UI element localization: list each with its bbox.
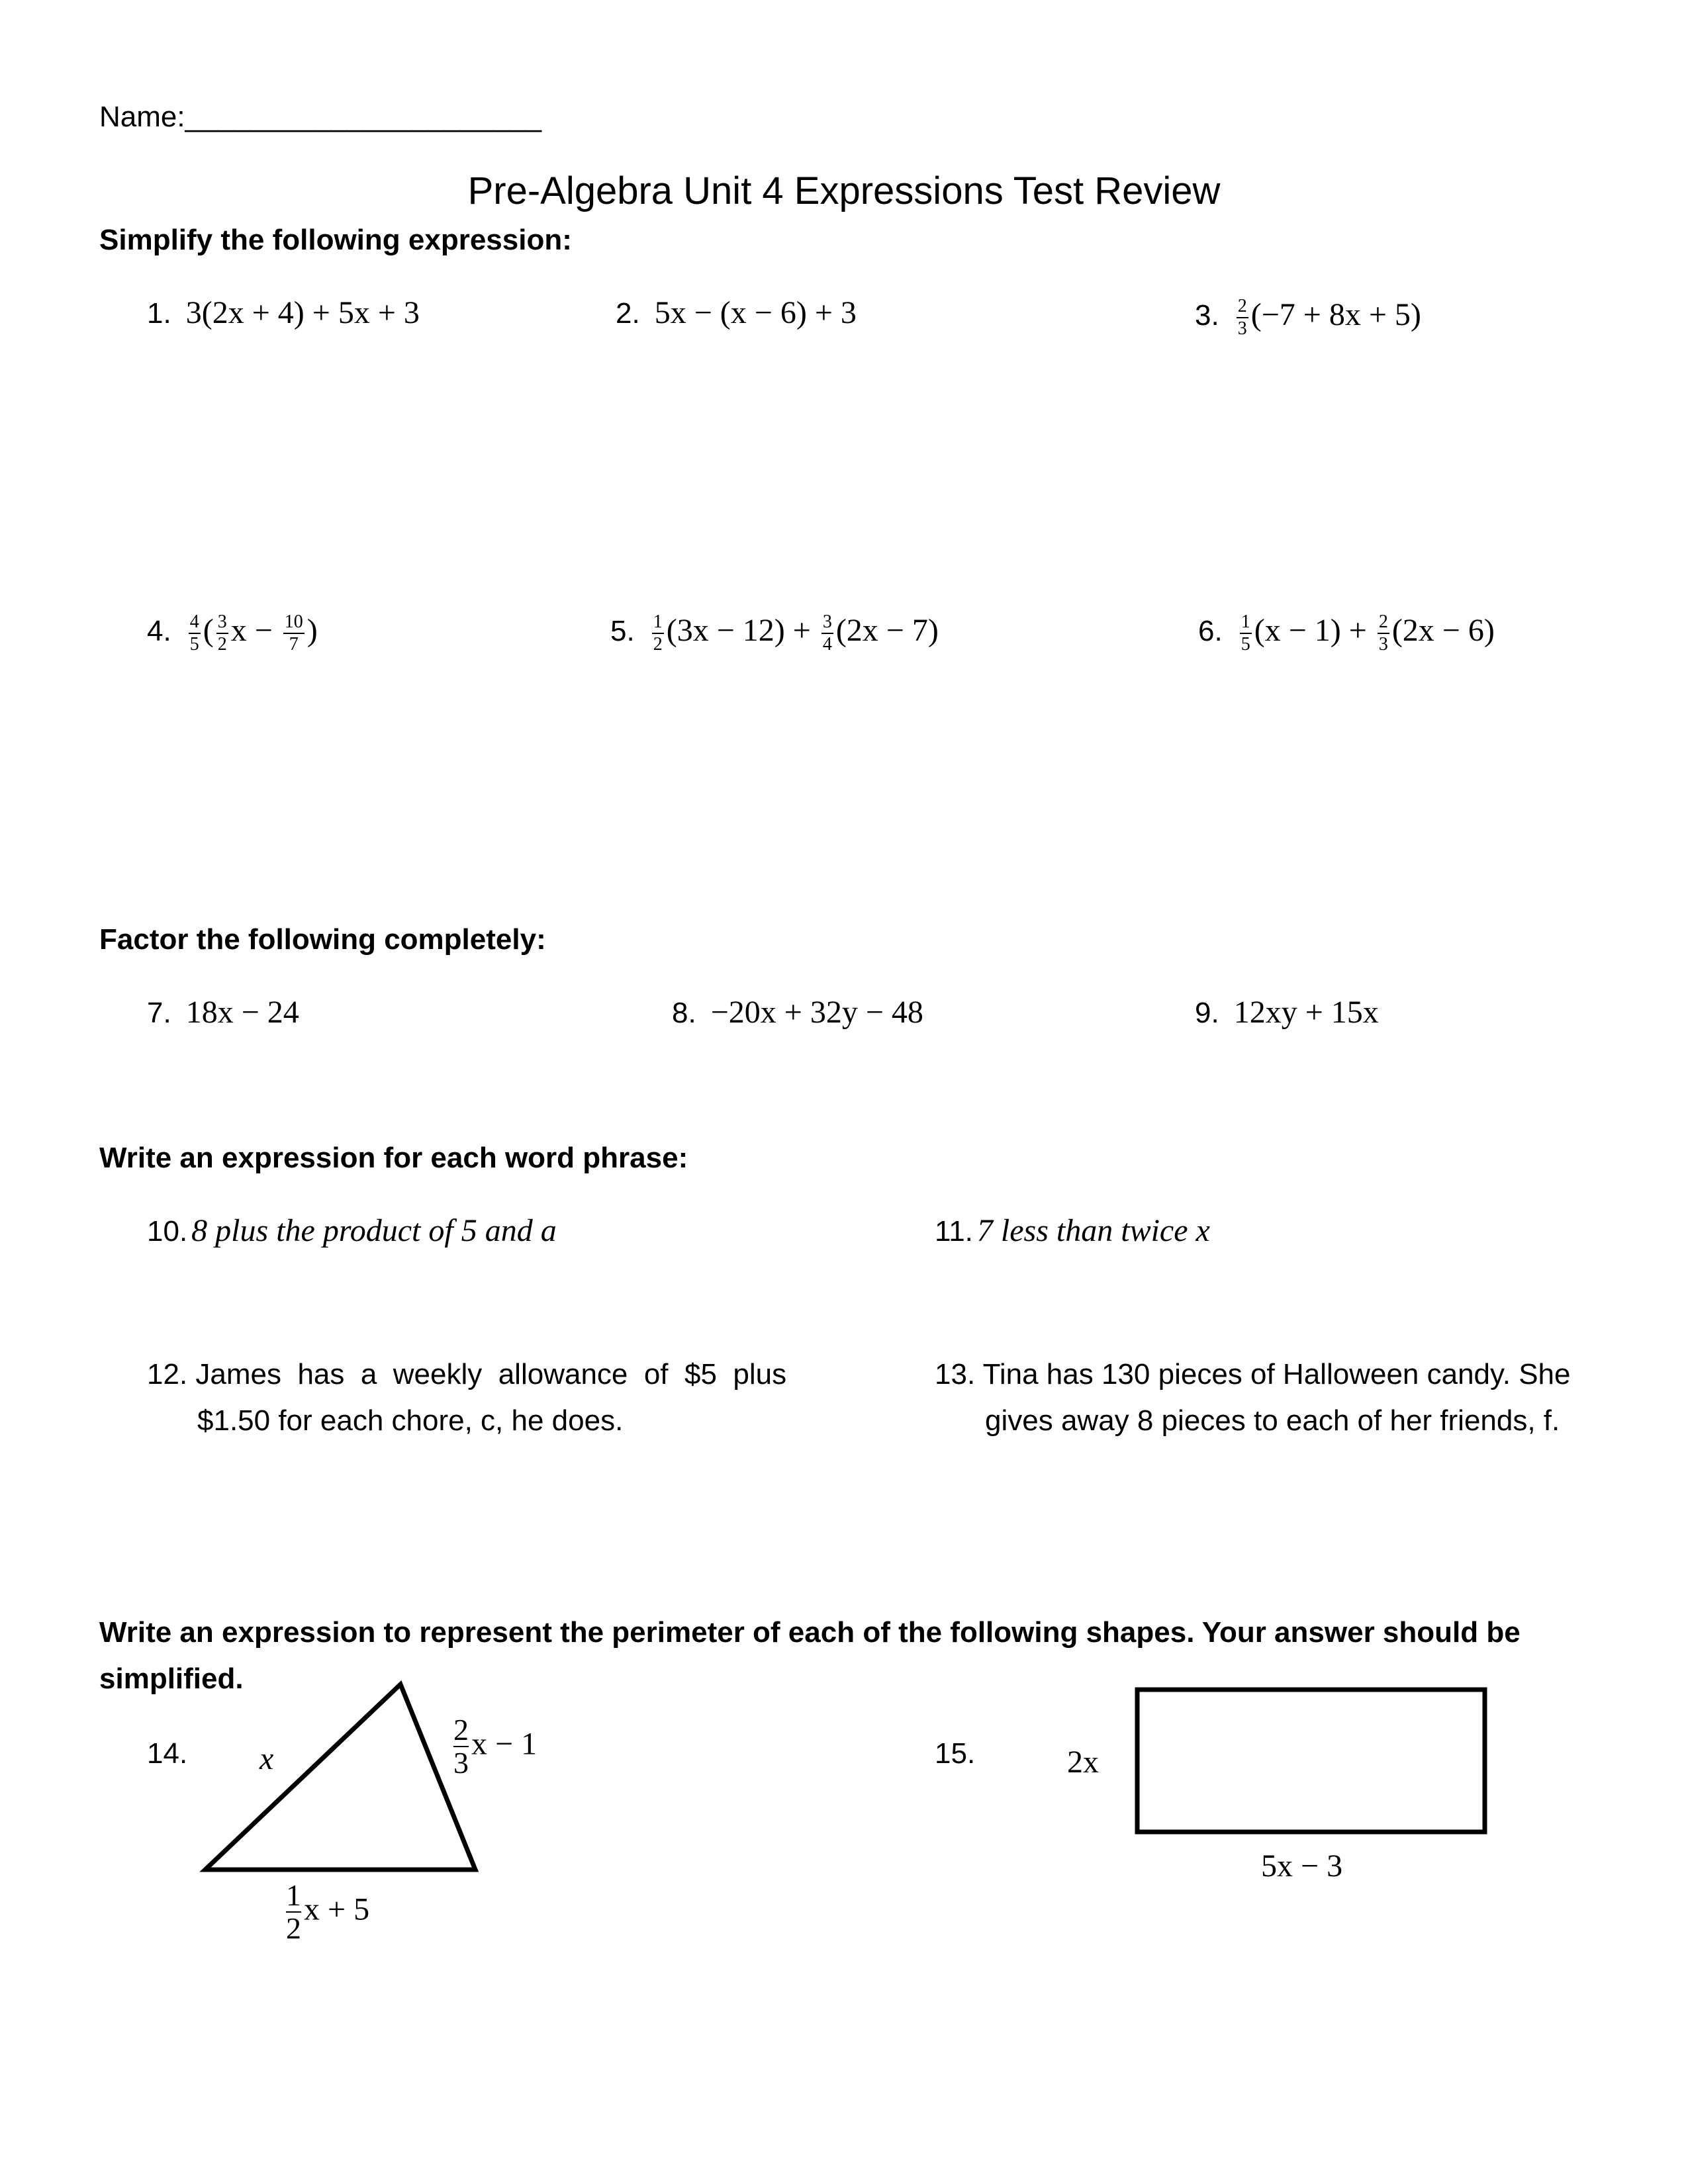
problem-14-number: 14. xyxy=(147,1737,188,1770)
triangle-side-right-label xyxy=(453,1714,537,1780)
problem-15-number: 15. xyxy=(935,1737,976,1770)
section-heading-word-phrase: Write an expression for each word phrase: xyxy=(99,1142,688,1174)
problem-number: 4. xyxy=(147,615,171,647)
rectangle-shape xyxy=(1137,1690,1485,1832)
expression: −20x + 32y − 48 xyxy=(710,995,923,1030)
expression: (3x − 12) + xyxy=(666,613,819,648)
problem-number: 1. xyxy=(147,297,171,330)
numerator: 10 xyxy=(283,613,305,634)
paren: ) xyxy=(306,613,318,648)
numerator: 2 xyxy=(1237,297,1248,318)
problem-number: 8. xyxy=(672,997,696,1029)
expression: 12xy + 15x xyxy=(1233,995,1379,1030)
expression: 8 plus the product of 5 and a xyxy=(191,1213,557,1248)
expression: (−7 + 8x + 5) xyxy=(1250,297,1421,332)
fraction xyxy=(286,1880,301,1945)
page-title: Pre-Algebra Unit 4 Expressions Test Review xyxy=(467,169,1221,212)
problem-text: James has a weekly allowance of $5 plus xyxy=(195,1358,787,1390)
numerator: 3 xyxy=(821,613,833,634)
section-heading-simplify: Simplify the following expression: xyxy=(99,224,572,256)
expression: (2x − 6) xyxy=(1391,613,1495,648)
section-heading-perimeter-cont: simplified. xyxy=(99,1662,244,1695)
numerator: 2 xyxy=(1378,613,1389,634)
paren: ( xyxy=(203,613,214,648)
rectangle-width-label: 5x − 3 xyxy=(1261,1848,1343,1884)
problem-number: 2. xyxy=(616,297,640,330)
problem-number: 3. xyxy=(1195,299,1219,332)
name-field[interactable]: Name:______________________ xyxy=(99,101,541,133)
numerator: 1 xyxy=(286,1878,301,1912)
problem-text: gives away 8 pieces to each of her friends, f. xyxy=(985,1404,1560,1437)
problem-number: 7. xyxy=(147,997,171,1029)
problem-number: 13. xyxy=(935,1358,976,1390)
denominator: 2 xyxy=(286,1911,301,1946)
expression: 7 less than twice x xyxy=(976,1213,1210,1248)
fraction xyxy=(453,1714,469,1780)
expression: x − xyxy=(230,613,281,648)
denominator: 3 xyxy=(1237,318,1247,339)
problem-text: Tina has 130 pieces of Halloween candy. She xyxy=(982,1358,1571,1390)
denominator: 2 xyxy=(653,633,663,655)
numerator: 1 xyxy=(1240,613,1252,634)
triangle-side-left-label: x xyxy=(259,1741,274,1776)
denominator: 5 xyxy=(1241,633,1250,655)
triangle-shape xyxy=(205,1684,475,1870)
denominator: 2 xyxy=(217,633,227,655)
denominator: 3 xyxy=(453,1746,469,1780)
numerator: 3 xyxy=(216,613,228,634)
problem-text: $1.50 for each chore, c, he does. xyxy=(197,1404,624,1437)
problem-number: 10. xyxy=(147,1215,188,1248)
expression: 18x − 24 xyxy=(185,995,299,1030)
denominator: 4 xyxy=(822,633,832,655)
problem-number: 12. xyxy=(147,1358,188,1390)
triangle-base-label xyxy=(286,1880,369,1945)
expression: x − 1 xyxy=(471,1726,538,1762)
numerator: 4 xyxy=(189,613,201,634)
rectangle-height-label: 2x xyxy=(1067,1745,1099,1780)
expression: 3(2x + 4) + 5x + 3 xyxy=(185,295,420,330)
denominator: 7 xyxy=(289,633,299,655)
problem-number: 5. xyxy=(610,615,635,647)
denominator: 5 xyxy=(189,633,199,655)
expression: 5x − (x − 6) + 3 xyxy=(654,295,857,330)
problem-number: 11. xyxy=(935,1215,973,1248)
section-heading-factor: Factor the following completely: xyxy=(99,923,546,956)
problem-number: 6. xyxy=(1198,615,1223,647)
denominator: 3 xyxy=(1378,633,1388,655)
problem-number: 9. xyxy=(1195,997,1219,1029)
section-heading-perimeter: Write an expression to represent the perimeter of each of the following shapes. Your answer should be xyxy=(99,1616,1521,1649)
expression: x + 5 xyxy=(304,1891,370,1927)
numerator: 1 xyxy=(652,613,664,634)
expression: (x − 1) + xyxy=(1254,613,1375,648)
numerator: 2 xyxy=(453,1713,469,1747)
expression: (2x − 7) xyxy=(835,613,939,648)
